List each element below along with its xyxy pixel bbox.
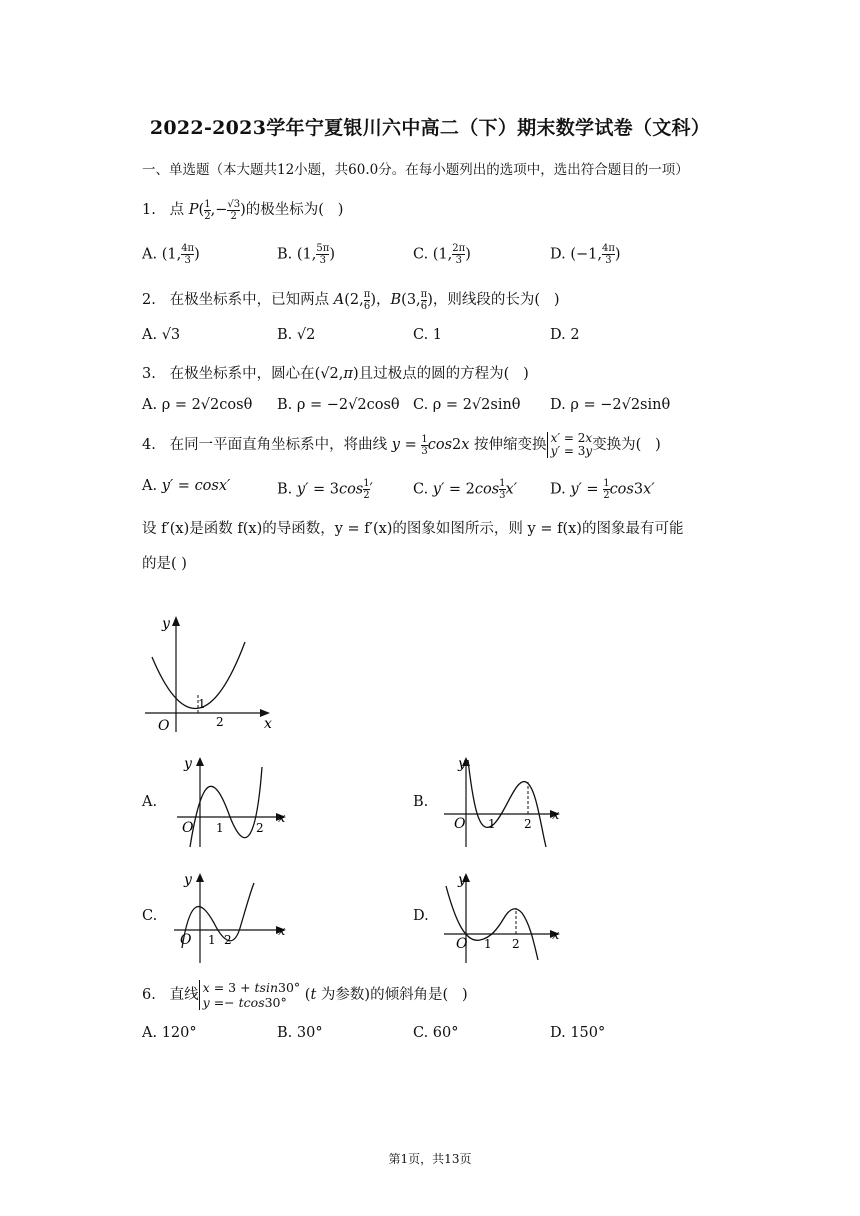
- graph-tick-1: 1: [484, 937, 492, 951]
- question-4: 4. 在同一平面直角坐标系中，将曲线 y = $\frac{1}{3}$ cos2x 按伸缩变换 x′ = 2x y′ = 3y 变换为( ): [142, 431, 661, 458]
- q5-option-d-graph: [436, 868, 571, 968]
- graph-y-label: y: [184, 872, 192, 888]
- graph-tick-1: 1: [216, 821, 224, 835]
- question-number: 1.: [142, 202, 156, 218]
- graph-x-label: x: [278, 924, 286, 939]
- graph-x-label: x: [552, 808, 560, 823]
- graph-tick-2: 2: [524, 817, 532, 831]
- question-5-line-1: 设 f′(x)是函数 f(x)的导函数，y = f′(x)的图象如图所示，则 y = f(x)的图象最有可能: [142, 521, 684, 537]
- graph-y-label: y: [162, 616, 170, 632]
- q3-option-a[interactable]: A. ρ = 2√2cosθ: [142, 397, 253, 413]
- q5-option-b[interactable]: B.: [413, 794, 429, 810]
- q2-option-c[interactable]: C. 1: [413, 327, 443, 343]
- section-heading: 一、单选题（本大题共12小题，共60.0分。在每小题列出的选项中，选出符合题目的一项）: [142, 162, 689, 178]
- q5-option-b-graph: [436, 752, 571, 852]
- graph-origin-label: O: [158, 718, 170, 734]
- q1-option-a[interactable]: A. (1, $\frac{4\pi}{3}$ ): [142, 243, 200, 266]
- graph-tick-1: 1: [208, 933, 216, 947]
- graph-y-label: y: [184, 756, 192, 772]
- q2-option-d[interactable]: D. 2: [550, 327, 580, 343]
- derivative-graph: [140, 612, 280, 742]
- graph-origin-label: O: [182, 820, 194, 836]
- q5-option-c-graph: [162, 868, 297, 968]
- graph-origin-label: O: [454, 816, 466, 832]
- q4-option-a[interactable]: A. y′ = cosx′: [142, 478, 231, 494]
- q5-option-a[interactable]: A.: [142, 794, 158, 810]
- q6-option-d[interactable]: D. 150°: [550, 1025, 606, 1041]
- graph-origin-label: O: [456, 936, 468, 952]
- q3-option-b[interactable]: B. ρ = −2√2cosθ: [277, 397, 400, 413]
- graph-tick-2: 2: [256, 821, 264, 835]
- question-1: 1. 点 P( $\frac{1}{2}$ ,− $\frac{√3}{2}$ )的极坐标为( ): [142, 198, 344, 222]
- q2-option-b[interactable]: B. √2: [277, 327, 316, 343]
- q6-option-c[interactable]: C. 60°: [413, 1025, 459, 1041]
- graph-tick-1: 1: [488, 817, 496, 831]
- q6-option-a[interactable]: A. 120°: [142, 1025, 197, 1041]
- q5-option-c[interactable]: C.: [142, 908, 158, 924]
- page-title: 2022-2023学年宁夏银川六中高二（下）期末数学试卷（文科）: [149, 117, 711, 139]
- q4-option-b[interactable]: B. y′ = 3cos $\frac{1}{2}$ ′: [277, 478, 373, 501]
- q4-option-d[interactable]: D. y′ = $\frac{1}{2}$ cos3x′: [550, 478, 655, 501]
- q4-option-c[interactable]: C. y′ = 2cos $\frac{1}{3}$ x′: [413, 478, 518, 501]
- q5-option-d[interactable]: D.: [413, 908, 429, 924]
- q3-option-d[interactable]: D. ρ = −2√2sinθ: [550, 397, 671, 413]
- graph-x-label: x: [278, 811, 286, 826]
- question-5-line-2: 的是( ): [142, 556, 187, 572]
- question-6: 6. 直线 x = 3 + tsin30° y =− tcos30° (t 为参数)的倾斜角是( ): [142, 980, 468, 1010]
- q3-option-c[interactable]: C. ρ = 2√2sinθ: [413, 397, 521, 413]
- graph-tick-1: 1: [198, 697, 206, 711]
- graph-tick-2: 2: [224, 933, 232, 947]
- page-footer: 第1页，共13页: [388, 1152, 472, 1166]
- q1-option-c[interactable]: C. (1, $\frac{2\pi}{3}$ ): [413, 243, 471, 266]
- graph-tick-2: 2: [216, 715, 224, 729]
- graph-y-label: y: [458, 872, 466, 888]
- graph-x-label: x: [264, 716, 272, 732]
- question-2: 2. 在极坐标系中，已知两点 A(2, $\frac{\pi}{6}$ )，B(3, $\frac{\pi}{6}$ )，则线段的长为( ): [142, 288, 560, 312]
- graph-tick-2: 2: [512, 937, 520, 951]
- question-3: 3. 在极坐标系中，圆心在(√2,π)且过极点的圆的方程为( ): [142, 366, 529, 382]
- q2-option-a[interactable]: A. √3: [142, 327, 181, 343]
- graph-origin-label: O: [180, 932, 192, 948]
- q6-option-b[interactable]: B. 30°: [277, 1025, 323, 1041]
- q5-option-a-graph: [162, 752, 297, 852]
- q1-option-d[interactable]: D. (−1, $\frac{4\pi}{3}$ ): [550, 243, 621, 266]
- q1-option-b[interactable]: B. (1, $\frac{5\pi}{3}$ ): [277, 243, 335, 266]
- graph-y-label: y: [458, 756, 466, 772]
- graph-x-label: x: [552, 928, 560, 943]
